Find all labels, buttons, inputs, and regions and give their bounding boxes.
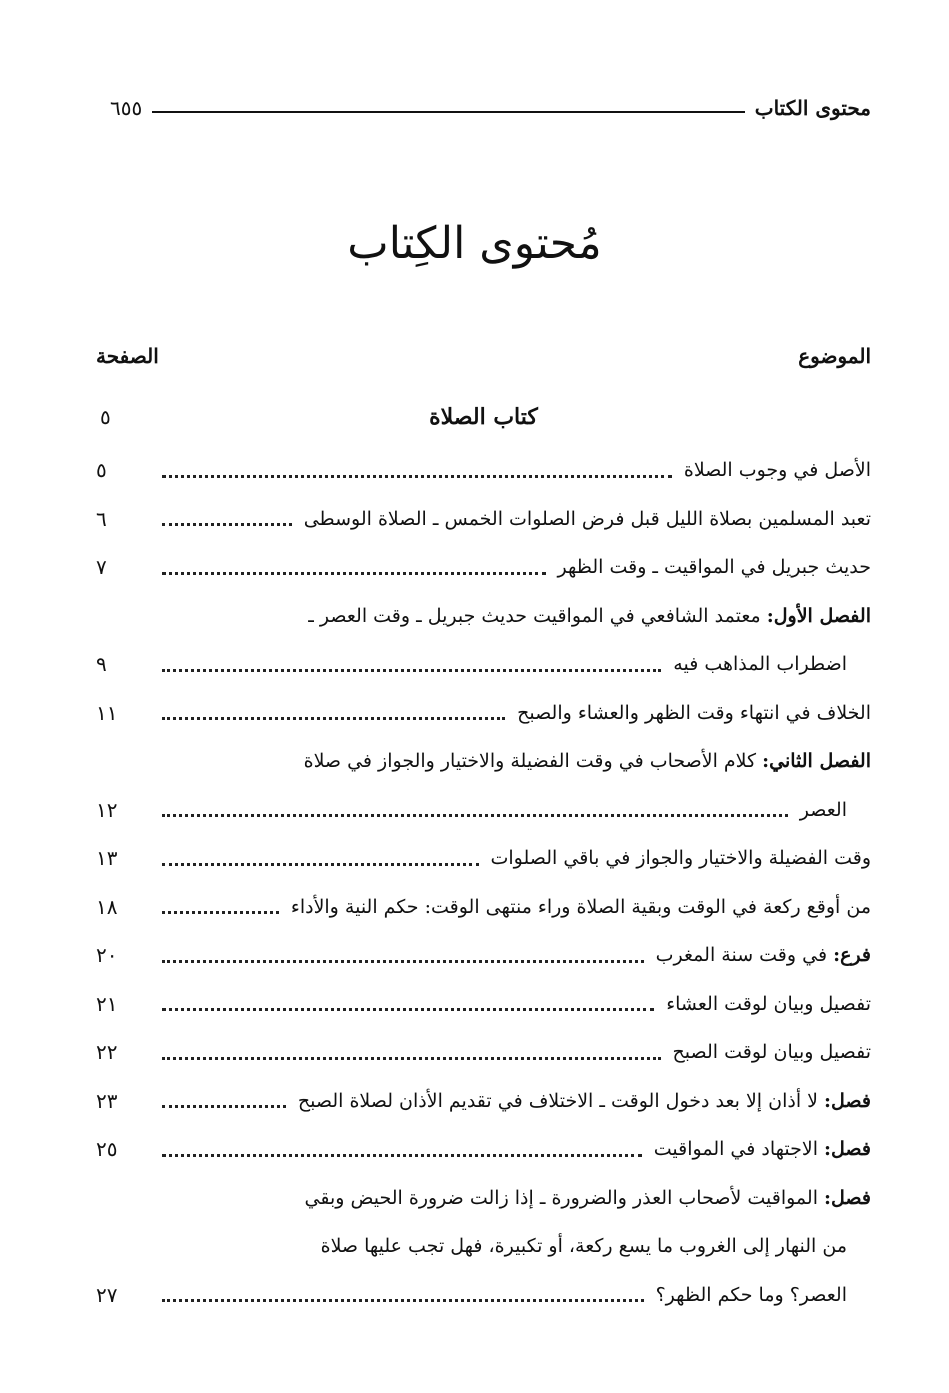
dot-leader: [162, 1299, 644, 1302]
toc-entry: [96, 592, 871, 641]
dot-leader: [162, 669, 661, 672]
header-title: محتوى الكتاب: [754, 96, 871, 120]
entry-lead: فصل:: [824, 1138, 871, 1161]
table-of-contents: [96, 446, 871, 1319]
running-header: [110, 86, 871, 118]
entry-text: الأصل في وجوب الصلاة: [683, 459, 871, 482]
dot-leader: [162, 523, 292, 526]
dot-leader: [162, 1057, 661, 1060]
entry-page: ٢٣: [96, 1088, 118, 1113]
entry-page: ٧: [96, 555, 107, 580]
header-page-number: ٦٥٥: [110, 96, 143, 120]
dot-leader: [162, 572, 546, 575]
header-rule: [152, 111, 745, 113]
entry-lead: الفصل الأول:: [766, 604, 871, 627]
entry-page: ٢١: [96, 991, 118, 1016]
entry-text: من أوقع ركعة في الوقت وبقية الصلاة وراء منتهى الوقت: حكم النية والأداء: [290, 895, 871, 918]
page-column-heading: الصفحة: [96, 344, 159, 368]
column-headings: [96, 340, 871, 372]
entry-text: العصر؟ وما حكم الظهر؟: [655, 1283, 847, 1306]
toc-entry: [96, 1222, 871, 1271]
section-heading: [96, 400, 871, 434]
dot-leader: [162, 475, 672, 478]
dot-leader: [162, 911, 279, 914]
entry-text: تفصيل وبيان لوقت العشاء: [666, 992, 871, 1015]
entry-page: ١٣: [96, 846, 118, 871]
toc-entry: [96, 931, 871, 980]
toc-entry: [96, 543, 871, 592]
entry-page: ١١: [96, 700, 118, 725]
entry-text: تعبد المسلمين بصلاة الليل قبل فرض الصلوات الخمس ـ الصلاة الوسطى: [303, 507, 871, 530]
entry-text: حديث جبريل في المواقيت ـ وقت الظهر: [557, 556, 871, 579]
entry-text: في وقت سنة المغرب: [655, 944, 828, 967]
entry-page: ٢٠: [96, 943, 118, 968]
entry-page: ٦: [96, 506, 107, 531]
toc-entry: [96, 495, 871, 544]
toc-entry: [96, 640, 871, 689]
entry-page: ٢٧: [96, 1282, 118, 1307]
entry-text: لا أذان إلا بعد دخول الوقت ـ الاختلاف في تقديم الأذان لصلاة الصبح: [297, 1089, 818, 1112]
entry-lead: فصل:: [824, 1186, 871, 1209]
toc-entry: [96, 834, 871, 883]
entry-text: الاجتهاد في المواقيت: [653, 1138, 818, 1161]
toc-entry: [96, 689, 871, 738]
toc-entry: [96, 883, 871, 932]
dot-leader: [162, 717, 505, 720]
dot-leader: [162, 960, 644, 963]
entry-text: معتمد الشافعي في المواقيت حديث جبريل ـ وقت العصر ـ: [308, 604, 761, 627]
entry-page: ١٢: [96, 797, 118, 822]
toc-entry: [96, 1077, 871, 1126]
toc-entry: [96, 737, 871, 786]
topic-column-heading: الموضوع: [798, 344, 871, 368]
dot-leader: [162, 1105, 286, 1108]
entry-text: تفصيل وبيان لوقت الصبح: [672, 1041, 871, 1064]
entry-page: ٢٢: [96, 1040, 118, 1065]
entry-page: ٩: [96, 652, 107, 677]
dot-leader: [162, 1154, 642, 1157]
entry-lead: فرع:: [833, 944, 871, 967]
entry-page: ٢٥: [96, 1137, 118, 1162]
toc-entry: [96, 786, 871, 835]
page-title: مُحتوى الكِتاب: [347, 218, 602, 269]
section-title: كتاب الصلاة: [429, 404, 538, 430]
toc-entry: [96, 1028, 871, 1077]
entry-text: الخلاف في انتهاء وقت الظهر والعشاء والصبح: [517, 701, 871, 724]
toc-entry: [96, 1174, 871, 1223]
toc-entry: [96, 1271, 871, 1320]
entry-lead: الفصل الثاني:: [762, 750, 871, 773]
entry-text: العصر: [799, 798, 847, 821]
dot-leader: [162, 863, 479, 866]
toc-entry: [96, 446, 871, 495]
entry-text: اضطراب المذاهب فيه: [673, 653, 847, 676]
section-page-number: ٥: [100, 405, 111, 429]
entry-page: ١٨: [96, 894, 118, 919]
entry-text: المواقيت لأصحاب العذر والضرورة ـ إذا زالت ضرورة الحيض وبقي: [304, 1186, 818, 1209]
dot-leader: [162, 814, 788, 817]
entry-text: وقت الفضيلة والاختيار والجواز في باقي الصلوات: [490, 847, 871, 870]
dot-leader: [162, 1008, 654, 1011]
toc-entry: [96, 980, 871, 1029]
entry-text: من النهار إلى الغروب ما يسع ركعة، أو تكبيرة، فهل تجب عليها صلاة: [320, 1235, 847, 1258]
entry-page: ٥: [96, 458, 107, 483]
entry-text: كلام الأصحاب في وقت الفضيلة والاختيار والجواز في صلاة: [303, 750, 757, 773]
entry-lead: فصل:: [824, 1089, 871, 1112]
toc-entry: [96, 1125, 871, 1174]
